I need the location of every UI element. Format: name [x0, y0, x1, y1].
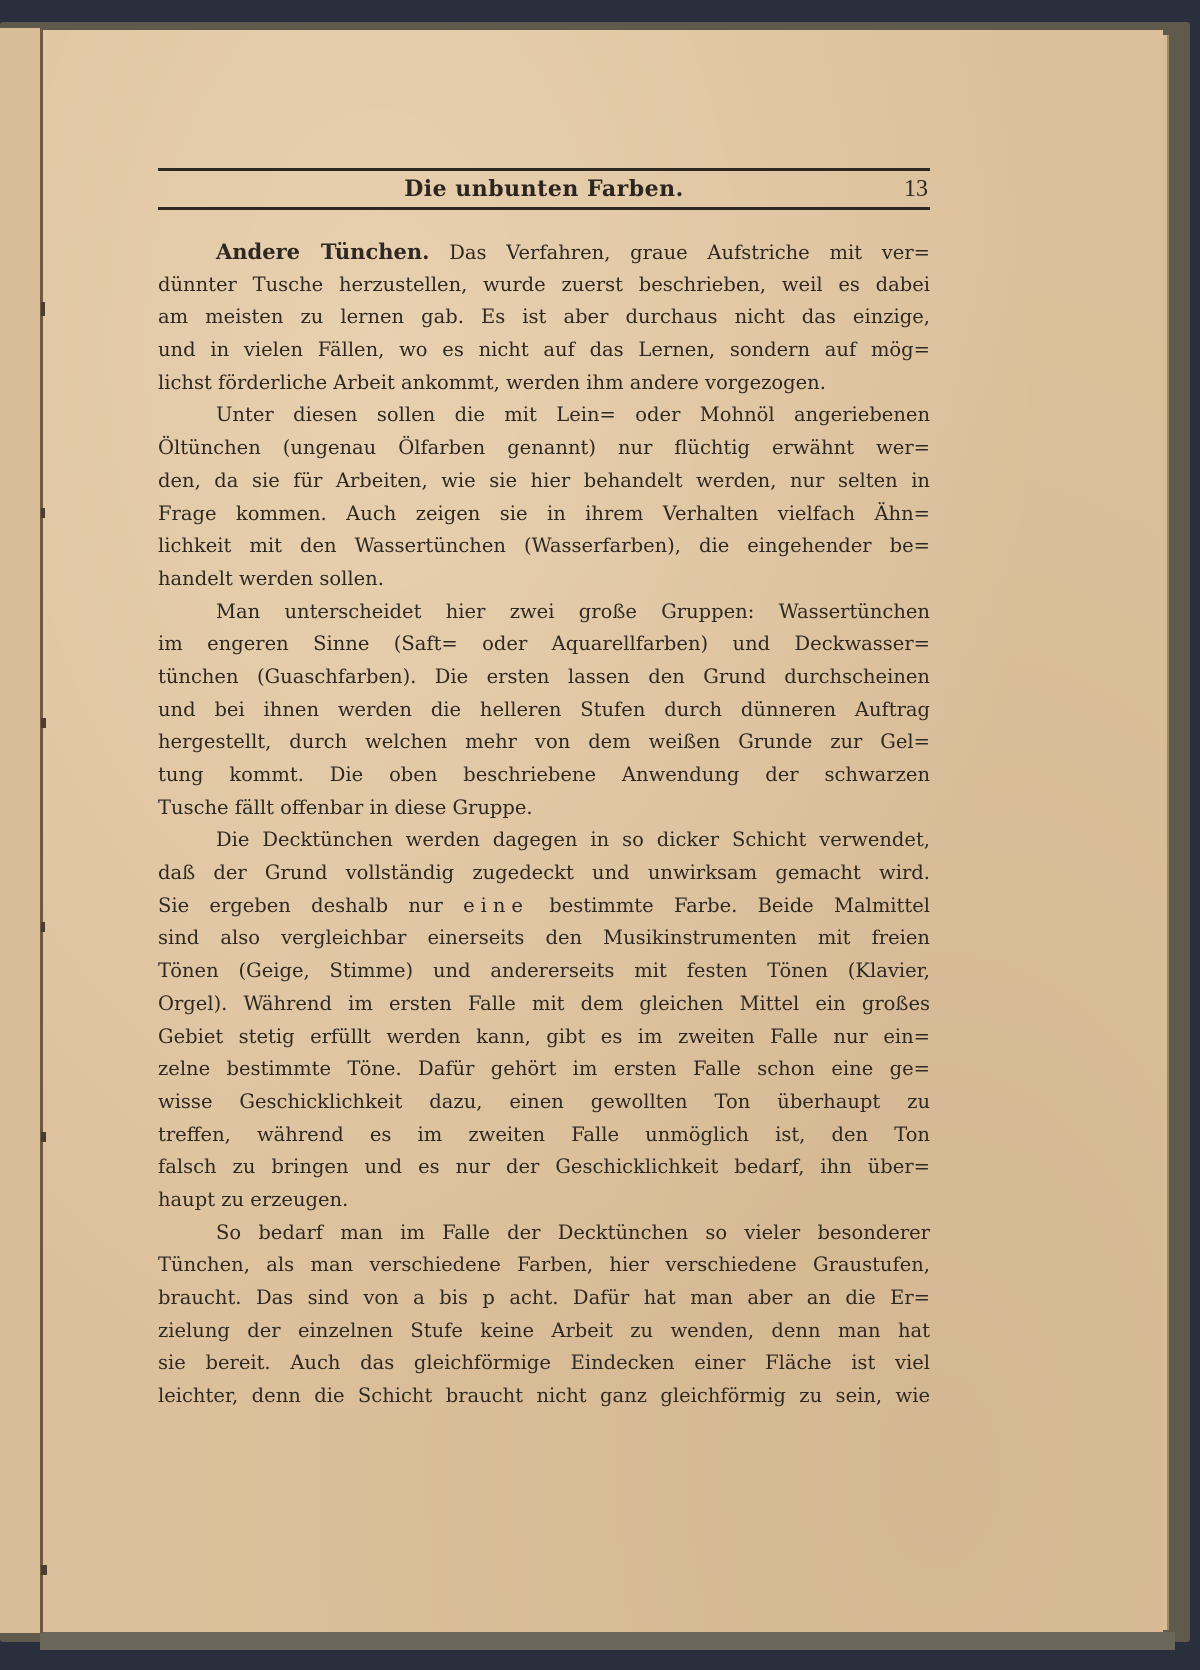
- text-line: [158, 334, 930, 367]
- line-text: Öltünchen (ungenau Ölfarben genannt) nur flüchtig erwähnt wer=: [158, 436, 930, 460]
- line-text: So bedarf man im Falle der Decktünchen so vieler besonderer: [216, 1220, 930, 1244]
- line-text: sie bereit. Auch das gleichförmige Eindecken einer Fläche ist viel: [158, 1351, 930, 1375]
- line-text: Man unterscheidet hier zwei große Gruppen: Wassertünchen: [216, 599, 930, 623]
- binding-thread-mark: [41, 508, 45, 518]
- line-text: Tünchen, als man verschiedene Farben, hier verschiedene Graustufen,: [158, 1253, 930, 1277]
- text-line: [158, 955, 930, 988]
- text-line: [158, 824, 930, 857]
- line-text: am meisten zu lernen gab. Es ist aber durchaus nicht das einzige,: [158, 305, 930, 329]
- line-text: Frage kommen. Auch zeigen sie in ihrem Verhalten vielfach Ähn=: [158, 501, 930, 525]
- text-line: [158, 1151, 930, 1184]
- text-line: [158, 1021, 930, 1054]
- line-text: Gebiet stetig erfüllt werden kann, gibt es im zweiten Falle nur ein=: [158, 1024, 930, 1048]
- line-text: dünnter Tusche herzustellen, wurde zuerst beschrieben, weil es dabei: [158, 272, 930, 296]
- text-line: [158, 1119, 930, 1152]
- text-line: [158, 1053, 930, 1086]
- line-text: und in vielen Fällen, wo es nicht auf das Lernen, sondern auf mög=: [158, 338, 930, 362]
- binding-thread-mark: [41, 1565, 47, 1575]
- text-line: [158, 1184, 930, 1217]
- text-line: [158, 301, 930, 334]
- text-line: [158, 890, 930, 923]
- text-line: [158, 596, 930, 629]
- line-text: treffen, während es im zweiten Falle unmöglich ist, den Ton: [158, 1122, 930, 1146]
- line-text: Tusche fällt offenbar in diese Gruppe.: [158, 795, 533, 819]
- line-text: wisse Geschicklichkeit dazu, einen gewollten Ton überhaupt zu: [158, 1089, 930, 1113]
- text-line: [158, 236, 930, 269]
- text-line: [158, 726, 930, 759]
- text-line: [158, 759, 930, 792]
- section-heading: Andere Tünchen.: [216, 239, 430, 264]
- header-rule-top: [158, 168, 930, 171]
- line-text: Orgel). Während im ersten Falle mit dem gleichen Mittel ein großes: [158, 991, 930, 1015]
- text-line: [158, 792, 930, 825]
- line-text: sind also vergleichbar einerseits den Musikinstrumenten mit freien: [158, 926, 930, 950]
- line-text: lichst förderliche Arbeit ankommt, werden ihm andere vorgezogen.: [158, 370, 826, 394]
- text-line: [158, 432, 930, 465]
- text-line: [158, 1086, 930, 1119]
- line-text: Tönen (Geige, Stimme) und andererseits mit festen Tönen (Klavier,: [158, 959, 930, 983]
- text-line: [158, 1282, 930, 1315]
- text-line: [158, 269, 930, 302]
- text-line: [158, 857, 930, 890]
- line-text: tung kommt. Die oben beschriebene Anwendung der schwarzen: [158, 763, 930, 786]
- text-line: [158, 988, 930, 1021]
- facing-page-edge: [0, 28, 40, 1633]
- text-line: [158, 1217, 930, 1250]
- body-text: [158, 236, 930, 1413]
- line-text: und bei ihnen werden die helleren Stufen durch dünneren Auftrag: [158, 697, 930, 721]
- binding-thread-mark: [41, 302, 45, 316]
- text-line: [158, 563, 930, 596]
- text-line: [158, 465, 930, 498]
- line-text: den, da sie für Arbeiten, wie sie hier behandelt werden, nur selten in: [158, 468, 930, 492]
- text-line: [158, 399, 930, 432]
- text-line: [158, 530, 930, 563]
- emphasized-word: eine: [463, 893, 529, 917]
- binding-thread-mark: [41, 718, 46, 728]
- text-line: [158, 628, 930, 661]
- text-line: [158, 367, 930, 400]
- running-title: Die unbunten Farben.: [404, 176, 684, 202]
- line-text: Sie ergeben deshalb nur eine bestimmte Farbe. Beide Malmittel: [158, 893, 930, 917]
- text-line: [158, 1380, 930, 1413]
- text-line: [158, 1315, 930, 1348]
- text-line: [158, 694, 930, 727]
- text-line: [158, 1347, 930, 1380]
- line-text: handelt werden sollen.: [158, 566, 384, 590]
- text-line: [158, 661, 930, 694]
- page-number: 13: [904, 176, 928, 202]
- line-text: haupt zu erzeugen.: [158, 1187, 349, 1211]
- header-rule-bottom: [158, 207, 930, 210]
- binding-thread-mark: [41, 922, 45, 932]
- line-text: zielung der einzelnen Stufe keine Arbeit zu wenden, denn man hat: [158, 1318, 930, 1342]
- line-text: Das Verfahren, graue Aufstriche mit ver=: [449, 241, 930, 264]
- line-text: lichkeit mit den Wassertünchen (Wasserfarben), die eingehender be=: [158, 534, 930, 558]
- text-line: [158, 922, 930, 955]
- text-line: [158, 498, 930, 531]
- line-text: zelne bestimmte Töne. Dafür gehört im ersten Falle schon eine ge=: [158, 1057, 930, 1081]
- line-text: daß der Grund vollständig zugedeckt und unwirksam gemacht wird.: [158, 861, 930, 885]
- line-text: Die Decktünchen werden dagegen in so dicker Schicht verwendet,: [216, 828, 930, 852]
- line-text: leichter, denn die Schicht braucht nicht ganz gleichförmig zu sein, wie: [158, 1384, 930, 1408]
- line-text: Unter diesen sollen die mit Lein= oder Mohnöl angeriebenen: [216, 403, 930, 427]
- line-text: tünchen (Guaschfarben). Die ersten lassen den Grund durchscheinen: [158, 664, 930, 688]
- line-text: hergestellt, durch welchen mehr von dem weißen Grunde zur Gel=: [158, 730, 930, 754]
- line-text: braucht. Das sind von a bis p acht. Dafür hat man aber an die Er=: [158, 1286, 930, 1309]
- binding-thread-mark: [41, 1132, 46, 1142]
- text-line: [158, 1249, 930, 1282]
- book-cover-edge: [40, 1632, 1175, 1650]
- line-text: falsch zu bringen und es nur der Geschicklichkeit bedarf, ihn über=: [158, 1155, 930, 1179]
- line-text: im engeren Sinne (Saft= oder Aquarellfarben) und Deckwasser=: [158, 632, 930, 656]
